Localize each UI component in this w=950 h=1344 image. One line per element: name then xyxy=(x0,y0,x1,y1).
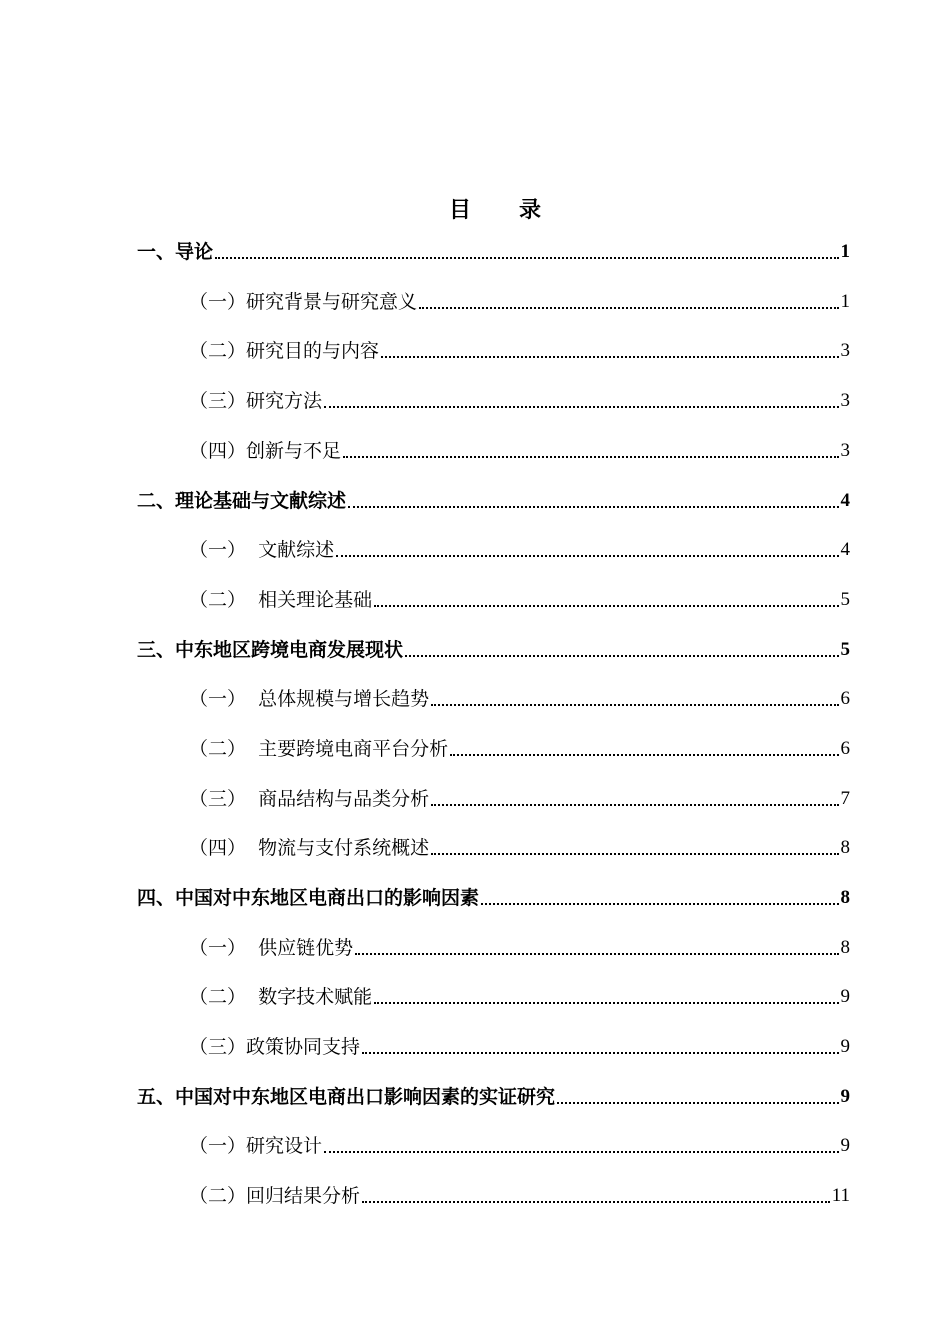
toc-entry-chapter-3[interactable] xyxy=(137,635,850,665)
toc-dot-leader xyxy=(215,257,838,259)
toc-dot-leader xyxy=(348,506,838,508)
toc-entry-chapter-5[interactable] xyxy=(137,1082,850,1112)
toc-page-number: 9 xyxy=(840,986,850,1007)
toc-page-number: 6 xyxy=(840,738,850,759)
toc-page-number: 3 xyxy=(840,390,850,411)
toc-dot-leader xyxy=(362,1052,838,1054)
toc-entry-section-3-4[interactable] xyxy=(189,833,850,863)
toc-page-number: 1 xyxy=(840,241,850,262)
toc-entry-section-1-2[interactable] xyxy=(189,336,850,366)
toc-entry-text: （四） 物流与支付系统概述 xyxy=(189,837,430,859)
toc-dot-leader xyxy=(481,903,838,905)
toc-entry-text: 二、理论基础与文献综述 xyxy=(137,490,347,512)
toc-entry-chapter-1[interactable] xyxy=(137,237,850,267)
toc-page-number: 6 xyxy=(840,688,850,709)
toc-entry-section-3-1[interactable] xyxy=(189,684,850,714)
toc-entry-text: （二）研究目的与内容 xyxy=(189,340,380,362)
toc-entry-text: （一） 文献综述 xyxy=(189,539,335,561)
toc-entry-section-4-2[interactable] xyxy=(189,982,850,1012)
toc-entry-section-4-3[interactable] xyxy=(189,1032,850,1062)
toc-entry-section-3-3[interactable] xyxy=(189,784,850,814)
toc-page-number: 8 xyxy=(840,887,850,908)
toc-dot-leader xyxy=(343,456,838,458)
toc-entry-text: 四、中国对中东地区电商出口的影响因素 xyxy=(137,887,480,909)
toc-entry-text: 一、导论 xyxy=(137,241,214,263)
toc-entry-section-1-4[interactable] xyxy=(189,436,850,466)
toc-entry-section-5-2[interactable] xyxy=(189,1181,850,1211)
toc-dot-leader xyxy=(374,605,838,607)
toc-dot-leader xyxy=(557,1102,838,1104)
toc-page-number: 1 xyxy=(840,291,850,312)
toc-page-number: 5 xyxy=(840,639,850,660)
toc-page-number: 5 xyxy=(840,589,850,610)
toc-dot-leader xyxy=(450,754,838,756)
toc-entry-text: （三）研究方法 xyxy=(189,390,323,412)
toc-entry-section-2-2[interactable] xyxy=(189,585,850,615)
toc-page-number: 8 xyxy=(840,837,850,858)
toc-dot-leader xyxy=(324,406,838,408)
toc-entry-text: （二） 主要跨境电商平台分析 xyxy=(189,738,449,760)
toc-page-number: 8 xyxy=(840,937,850,958)
toc-page-number: 3 xyxy=(840,440,850,461)
toc-entry-section-1-3[interactable] xyxy=(189,386,850,416)
toc-entry-chapter-4[interactable] xyxy=(137,883,850,913)
toc-entry-text: （一） 供应链优势 xyxy=(189,937,354,959)
toc-entry-text: （四）创新与不足 xyxy=(189,440,342,462)
toc-dot-leader xyxy=(431,804,838,806)
toc-page-number: 9 xyxy=(840,1086,850,1107)
toc-dot-leader xyxy=(362,1201,830,1203)
toc-page-number: 4 xyxy=(840,490,850,511)
toc-page-number: 3 xyxy=(840,340,850,361)
toc-page-number: 7 xyxy=(840,788,850,809)
toc-dot-leader xyxy=(431,704,838,706)
toc-entry-text: （一） 总体规模与增长趋势 xyxy=(189,688,430,710)
toc-entry-section-5-1[interactable] xyxy=(189,1131,850,1161)
toc-dot-leader xyxy=(405,655,838,657)
toc-entry-text: （一）研究设计 xyxy=(189,1135,323,1157)
toc-page-number: 9 xyxy=(840,1135,850,1156)
toc-entry-text: 五、中国对中东地区电商出口影响因素的实证研究 xyxy=(137,1086,556,1108)
toc-dot-leader xyxy=(336,555,838,557)
toc-entry-section-2-1[interactable] xyxy=(189,535,850,565)
toc-dot-leader xyxy=(381,356,838,358)
toc-dot-leader xyxy=(431,853,838,855)
toc-dot-leader xyxy=(419,307,838,309)
toc-title: 目 录 xyxy=(448,198,542,223)
toc-entry-text: （二）回归结果分析 xyxy=(189,1185,361,1207)
toc-page-number: 9 xyxy=(840,1036,850,1057)
toc-entry-text: （一）研究背景与研究意义 xyxy=(189,291,418,313)
toc-entry-text: （二） 数字技术赋能 xyxy=(189,986,373,1008)
toc-entry-text: （三）政策协同支持 xyxy=(189,1036,361,1058)
toc-entry-section-1-1[interactable] xyxy=(189,287,850,317)
toc-page-number: 11 xyxy=(831,1185,850,1206)
toc-entry-section-3-2[interactable] xyxy=(189,734,850,764)
toc-entry-chapter-2[interactable] xyxy=(137,486,850,516)
toc-entry-section-4-1[interactable] xyxy=(189,933,850,963)
toc-dot-leader xyxy=(355,953,838,955)
toc-page-number: 4 xyxy=(840,539,850,560)
toc-dot-leader xyxy=(324,1151,838,1153)
toc-entry-text: （二） 相关理论基础 xyxy=(189,589,373,611)
toc-entry-text: 三、中东地区跨境电商发展现状 xyxy=(137,639,404,661)
toc-entry-text: （三） 商品结构与品类分析 xyxy=(189,788,430,810)
toc-dot-leader xyxy=(374,1002,838,1004)
